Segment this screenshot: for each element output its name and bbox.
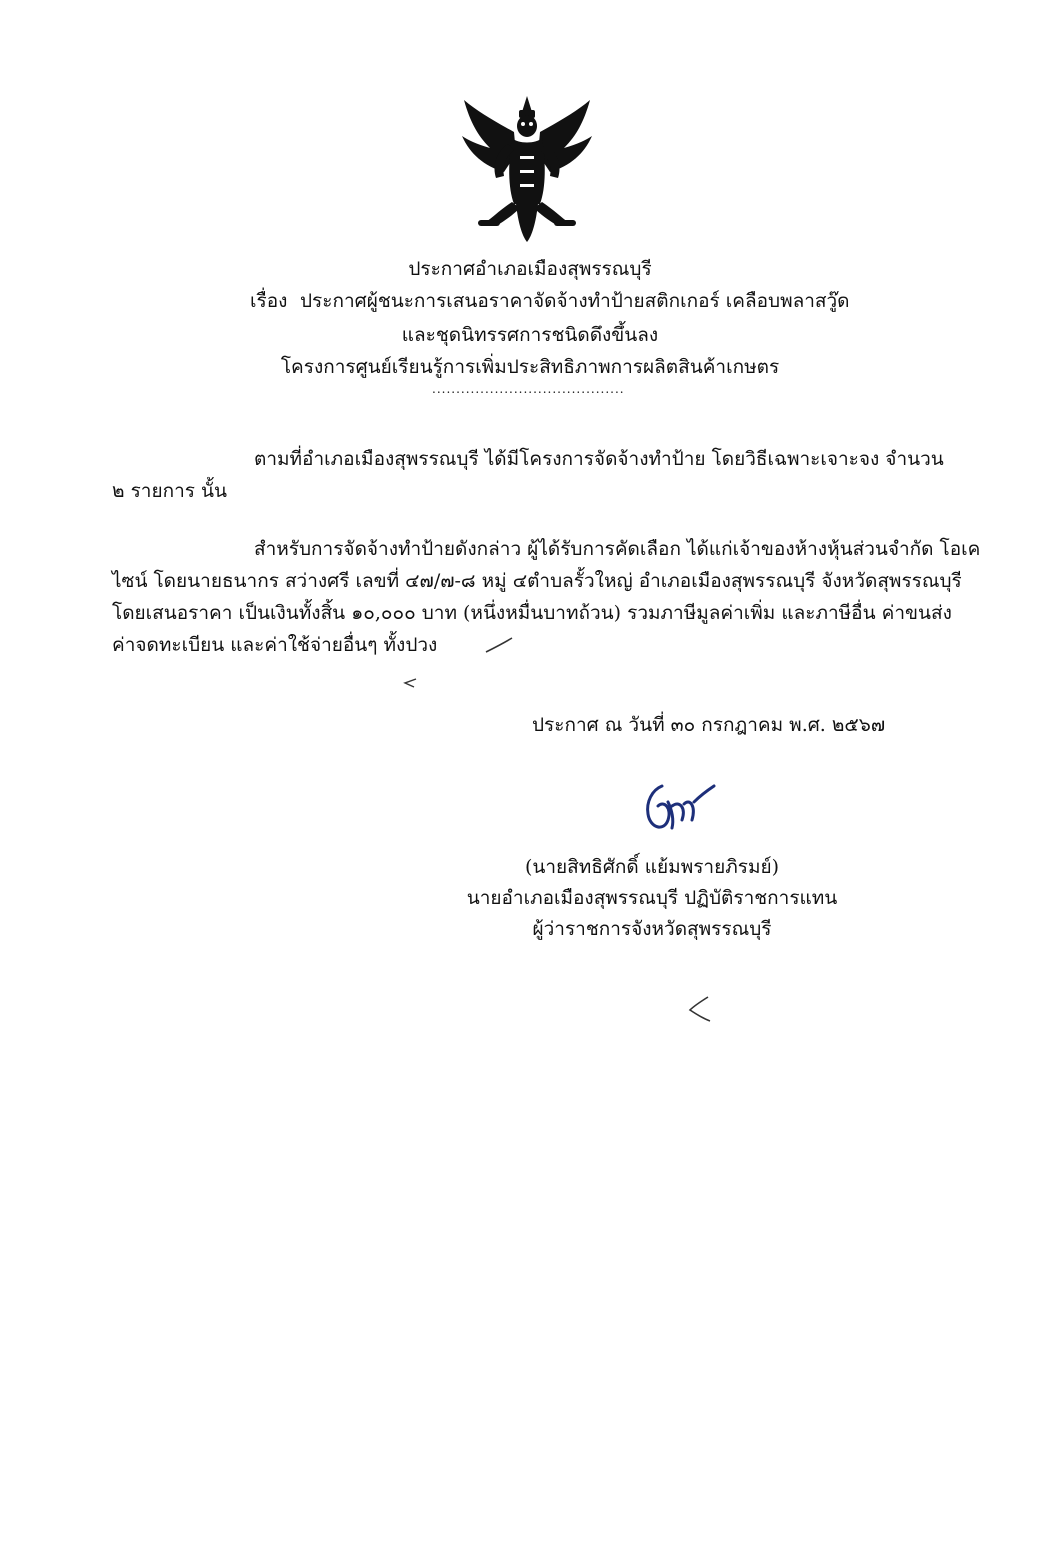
paragraph-1-line-1: ตามที่อำเภอเมืองสุพรรณบุรี ได้มีโครงการจัดจ้างทำป้าย โดยวิธีเฉพาะเจาะจง จำนวน xyxy=(254,448,944,470)
subject-line-1 xyxy=(250,288,850,314)
garuda-emblem-icon xyxy=(456,92,598,244)
paragraph-1 xyxy=(112,446,944,506)
tick-mark-icon-2 xyxy=(686,994,712,1024)
issuer-title: ประกาศอำเภอเมืองสุพรรณบุรี xyxy=(408,258,652,280)
paragraph-2 xyxy=(112,536,981,660)
paragraph-2-line-4: ค่าจดทะเบียน และค่าใช้จ่ายอื่นๆ ทั้งปวง xyxy=(112,634,438,656)
header-separator: ........................................ xyxy=(432,382,625,396)
paragraph-2-line-3: โดยเสนอราคา เป็นเงินทั้งสิ้น ๑๐,๐๐๐ บาท (หนึ่งหมื่นบาทถ้วน) รวมภาษีมูลค่าเพิ่ม และภาษีอื่น ค่าขนส่ง xyxy=(112,602,952,624)
paragraph-2-line-2: ไซน์ โดยนายธนากร สว่างศรี เลขที่ ๔๗/๗-๘ หมู่ ๔ตำบลรั้วใหญ่ อำเภอเมืองสุพรรณบุรี จังหวัดสุพรรณบุรี xyxy=(112,570,962,592)
paragraph-2-line-1: สำหรับการจัดจ้างทำป้ายดังกล่าว ผู้ได้รับการคัดเลือก ได้แก่เจ้าของห้างหุ้นส่วนจำกัด โอเค xyxy=(254,538,981,560)
subject-line-3: โครงการศูนย์เรียนรู้การเพิ่มประสิทธิภาพการผลิตสินค้าเกษตร xyxy=(280,356,780,378)
signature-icon xyxy=(638,780,718,836)
tick-mark-icon xyxy=(402,676,418,690)
signatory-position-2: ผู้ว่าราชการจังหวัดสุพรรณบุรี xyxy=(532,918,772,940)
signatory-block xyxy=(462,852,842,945)
subject-line-2: และชุดนิทรรศการชนิดดึงขึ้นลง xyxy=(401,324,659,346)
subject-text-1: ประกาศผู้ชนะการเสนอราคาจัดจ้างทำป้ายสติกเกอร์ เคลือบพลาสวู๊ด xyxy=(300,290,850,312)
paragraph-1-line-2: ๒ รายการ นั้น xyxy=(112,480,227,502)
signatory-name: (นายสิทธิศักดิ์ แย้มพรายภิรมย์) xyxy=(524,856,780,878)
subject-label: เรื่อง xyxy=(250,290,288,312)
signatory-position-1: นายอำเภอเมืองสุพรรณบุรี ปฏิบัติราชการแทน xyxy=(466,887,838,909)
check-mark-icon xyxy=(484,636,514,656)
announcement-date: ประกาศ ณ วันที่ ๓๐ กรกฎาคม พ.ศ. ๒๕๖๗ xyxy=(532,714,886,736)
